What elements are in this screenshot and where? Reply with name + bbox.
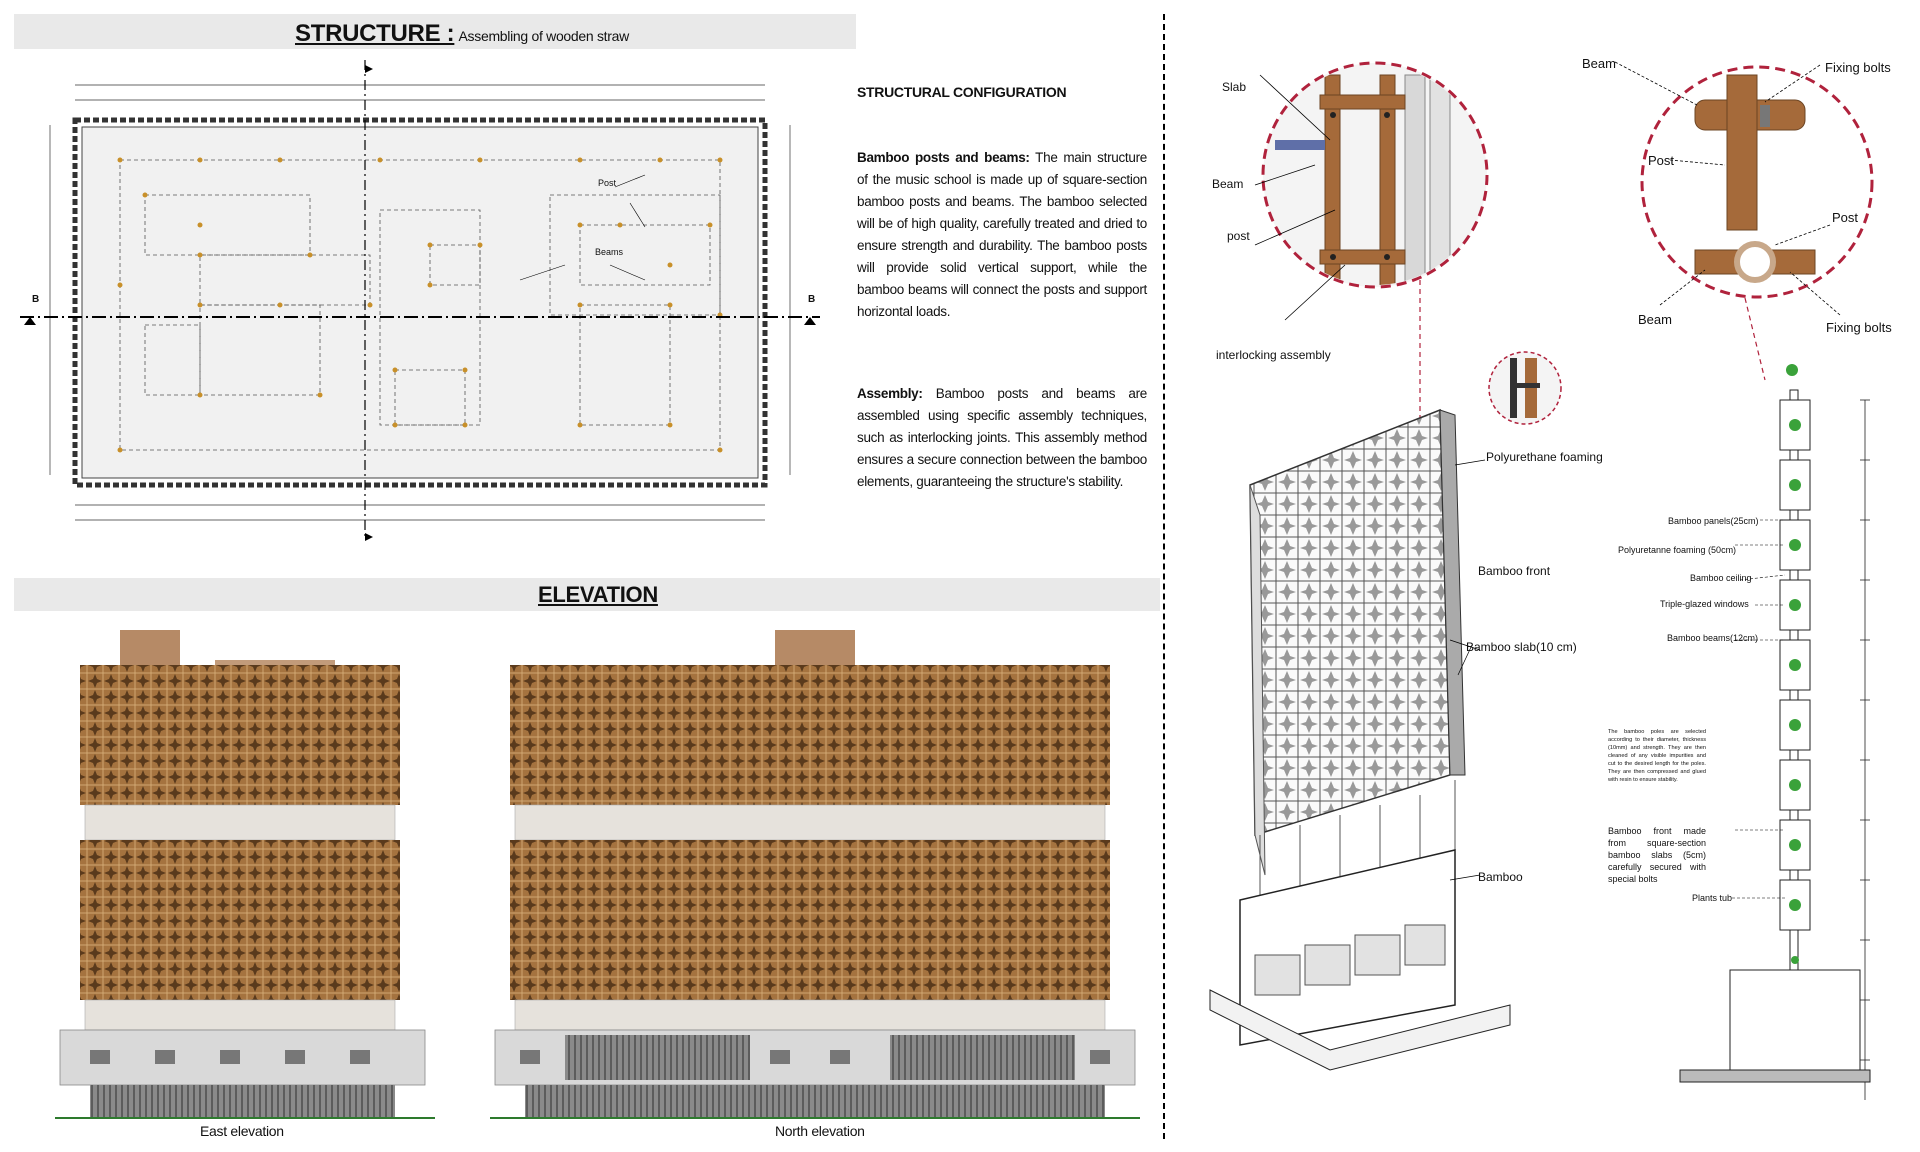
plan-label-post: Post xyxy=(598,178,617,188)
config-p2-text: Bamboo posts and beams are assembled using specific assembly techniques, such as interlocking joints. This assembly method ensures a secure connection between the bamboo elements, guaranteeing the structure's stability. xyxy=(857,386,1147,489)
section-label-panels: Bamboo panels(25cm) xyxy=(1668,516,1759,526)
east-elevation xyxy=(55,625,435,1120)
interlocking-detail xyxy=(1255,55,1495,295)
section-note: The bamboo poles are selected according to their diameter, thickness (10mm) and strength. They are then cleaned of any visible impurities and cut to the desired length for the poles. They are then compressed and glued with resin to ensure stability. xyxy=(1608,729,1706,783)
north-elevation xyxy=(490,625,1140,1120)
section-label-windows: Triple-glazed windows xyxy=(1660,599,1749,609)
label-polyurethane: Polyurethane foaming xyxy=(1486,450,1603,464)
config-p2-bold: Assembly: xyxy=(857,386,923,401)
joint-label-post-top: Post xyxy=(1648,153,1675,168)
config-p1-text: The main structure of the music school is made up of square-section bamboo posts and beams. The bamboo selected will be of high quality, carefully treated and dried to ensure strength and durability. The bamboo posts will provide solid vertical support, while the bamboo beams will connect the posts and support horizontal loads. xyxy=(857,150,1147,319)
structure-title: STRUCTURE : xyxy=(295,20,455,47)
joint-label-fixing-top: Fixing bolts xyxy=(1825,60,1891,75)
label-post: post xyxy=(1227,229,1250,243)
section-mark-right: B xyxy=(808,294,816,305)
east-elevation-caption: East elevation xyxy=(200,1123,284,1139)
label-bamboo-slab: Bamboo slab(10 cm) xyxy=(1466,640,1577,654)
label-slab: Slab xyxy=(1222,80,1247,94)
config-heading: STRUCTURAL CONFIGURATION xyxy=(857,84,1067,100)
vertical-divider xyxy=(1163,14,1165,1139)
label-bamboo: Bamboo xyxy=(1478,870,1523,884)
structure-subtitle: Assembling of wooden straw xyxy=(458,28,629,44)
structure-header xyxy=(295,20,629,48)
joint-label-fixing-bottom: Fixing bolts xyxy=(1826,320,1892,335)
config-p1-bold: Bamboo posts and beams: xyxy=(857,150,1030,165)
section-label-foaming: Polyuretanne foaming (50cm) xyxy=(1618,545,1737,555)
joint-detail xyxy=(1615,50,1900,335)
section-mark-left: B xyxy=(32,294,40,305)
section-label-plants: Plants tub xyxy=(1692,893,1733,903)
joint-label-beam-bottom: Beam xyxy=(1638,312,1672,327)
elevation-title: ELEVATION xyxy=(538,582,658,607)
facade-axonometric xyxy=(1210,405,1570,1070)
joint-label-post-bottom: Post xyxy=(1832,210,1859,225)
plan-label-beams: Beams xyxy=(595,247,624,257)
joint-label-beam-top: Beam xyxy=(1582,56,1616,71)
config-paragraph-1 xyxy=(857,147,1147,323)
config-paragraph-2 xyxy=(857,383,1147,493)
label-interlocking: interlocking assembly xyxy=(1216,348,1331,362)
north-elevation-caption: North elevation xyxy=(775,1123,865,1139)
floor-plan xyxy=(20,55,840,545)
label-bamboo-front: Bamboo front xyxy=(1478,564,1551,578)
section-label-beams: Bamboo beams(12cm) xyxy=(1667,633,1759,643)
section-label-front: Bamboo front made from square-section bamboo slabs (5cm) carefully secured with special bolts xyxy=(1608,826,1706,884)
section-label-ceiling: Bamboo ceiling xyxy=(1690,573,1752,583)
wall-section xyxy=(1680,350,1900,1110)
label-beam: Beam xyxy=(1212,177,1244,191)
